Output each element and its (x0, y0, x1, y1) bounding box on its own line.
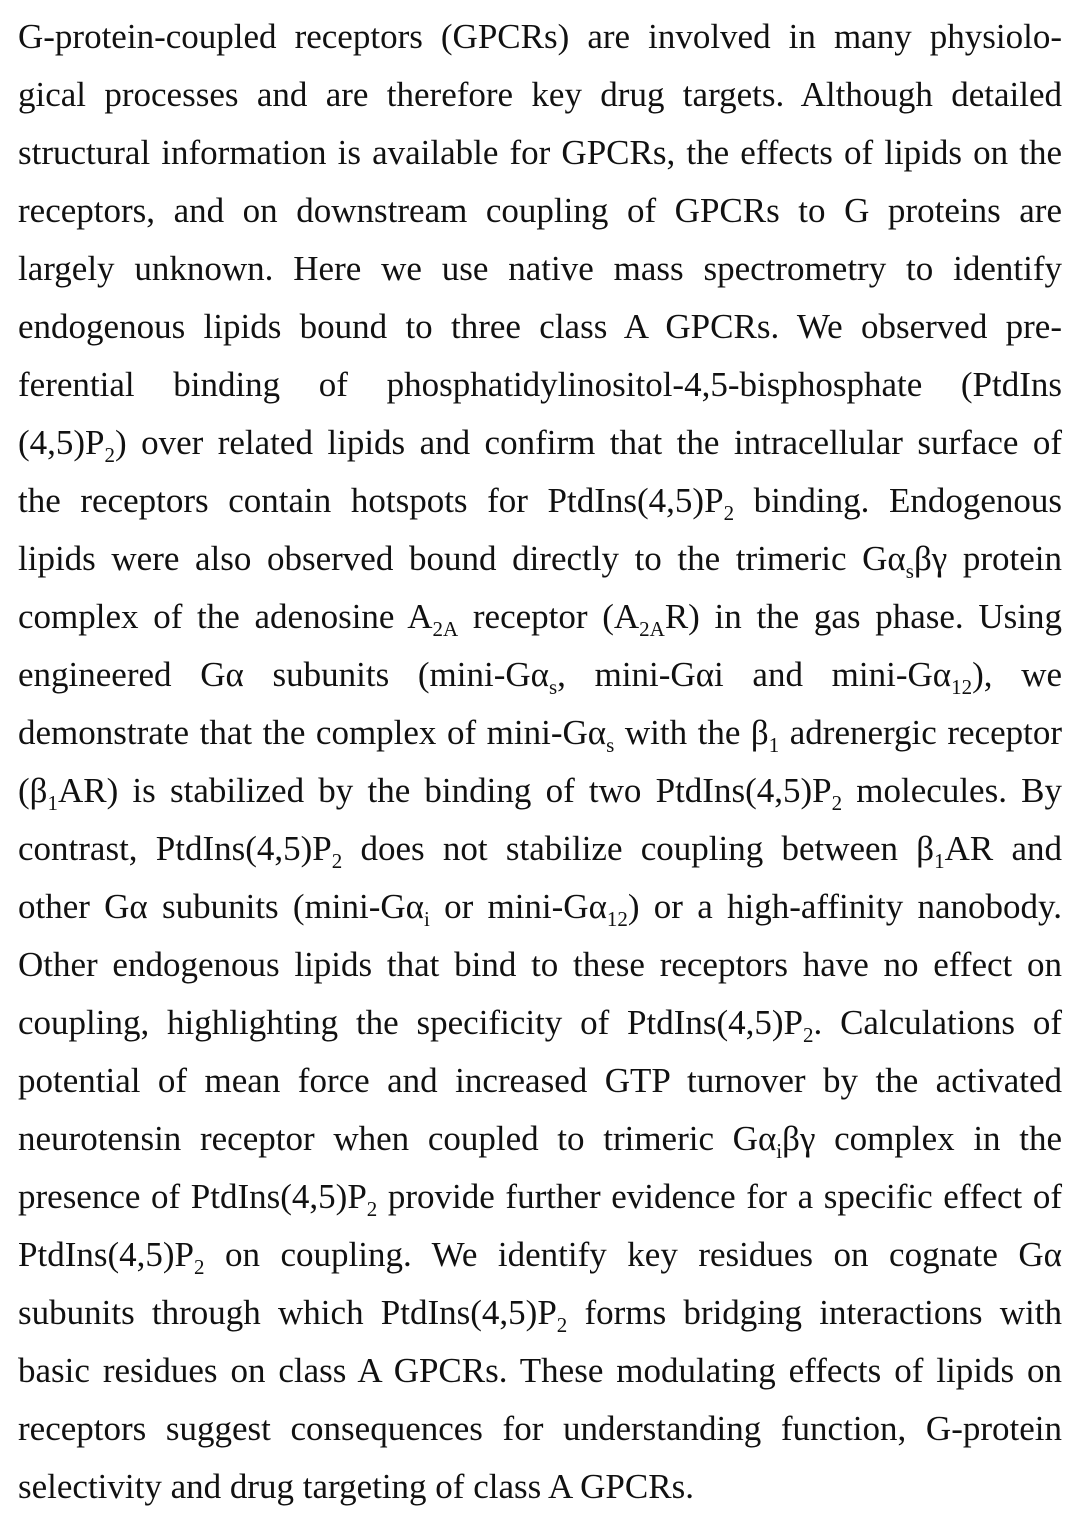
abstract-text: lipids were also observed bound directly to the trimeric Gα (18, 539, 906, 578)
abstract-line (18, 1458, 1062, 1516)
abstract-line (18, 124, 1062, 182)
subscript-text: 2 (723, 501, 735, 525)
abstract-text: R) in the gas phase. Using (664, 597, 1062, 636)
abstract-line (18, 1342, 1062, 1400)
abstract-text: receptor (A (458, 597, 640, 636)
abstract-text: PtdIns(4,5)P (18, 1235, 194, 1274)
abstract-paragraph (18, 8, 1062, 1516)
abstract-line (18, 414, 1062, 472)
subscript-text: 2 (366, 1197, 378, 1221)
abstract-text: potential of mean force and increased GTP turnover by the activated (18, 1061, 1062, 1100)
abstract-line (18, 1052, 1062, 1110)
abstract-line (18, 298, 1062, 356)
subscript-text: 2 (331, 849, 343, 873)
abstract-line (18, 820, 1062, 878)
abstract-text: complex of the adenosine A (18, 597, 433, 636)
subscript-text: 1 (47, 791, 58, 815)
abstract-text: selectivity and drug targeting of class A GPCRs. (18, 1467, 694, 1506)
abstract-text: endogenous lipids bound to three class A GPCRs. We observed pre- (18, 307, 1062, 346)
abstract-line (18, 1400, 1062, 1458)
abstract-text: βγ protein (913, 539, 1062, 578)
abstract-line (18, 994, 1062, 1052)
abstract-line (18, 472, 1062, 530)
abstract-text: , mini-Gαi and mini-Gα (557, 655, 952, 694)
abstract-text: Other endogenous lipids that bind to these receptors have no effect on (18, 945, 1062, 984)
abstract-text: subunits through which PtdIns(4,5)P (18, 1293, 557, 1332)
abstract-text: contrast, PtdIns(4,5)P (18, 829, 332, 868)
abstract-line (18, 588, 1062, 646)
abstract-text: (4,5)P (18, 423, 105, 462)
subscript-text: 12 (951, 675, 973, 699)
abstract-line (18, 936, 1062, 994)
abstract-line (18, 1284, 1062, 1342)
abstract-line (18, 1226, 1062, 1284)
abstract-line (18, 762, 1062, 820)
subscript-text: 2 (194, 1255, 205, 1279)
abstract-line (18, 878, 1062, 936)
abstract-text: ) over related lipids and confirm that the intracellular surface of (115, 423, 1062, 462)
abstract-line (18, 66, 1062, 124)
abstract-text: largely unknown. Here we use native mass spectrometry to identify (18, 249, 1062, 288)
subscript-text: 2 (104, 443, 116, 467)
abstract-line (18, 1168, 1062, 1226)
abstract-text: coupling, highlighting the specificity of PtdIns(4,5)P (18, 1003, 804, 1042)
abstract-text: or mini-Gα (429, 887, 607, 926)
abstract-text: basic residues on class A GPCRs. These modulating effects of lipids on (18, 1351, 1062, 1390)
abstract-text: neurotensin receptor when coupled to trimeric Gα (18, 1119, 777, 1158)
abstract-line (18, 240, 1062, 298)
abstract-line (18, 704, 1062, 762)
subscript-text: 2 (556, 1313, 568, 1337)
subscript-text: i (424, 907, 430, 931)
abstract-text: forms bridging interactions with (567, 1293, 1062, 1332)
abstract-text: molecules. By (842, 771, 1062, 810)
abstract-text: binding. Endogenous (734, 481, 1063, 520)
abstract-text: provide further evidence for a specific effect of (377, 1177, 1062, 1216)
abstract-text: on coupling. We identify key residues on cognate Gα (204, 1235, 1062, 1274)
abstract-text: βγ complex in the (782, 1119, 1062, 1158)
subscript-text: 2A (432, 617, 459, 641)
abstract-text: adrenergic receptor (779, 713, 1062, 752)
abstract-text: . Calculations of (813, 1003, 1062, 1042)
abstract-text: receptors suggest consequences for understanding function, G-protein (18, 1409, 1062, 1448)
abstract-text: demonstrate that the complex of mini-Gα (18, 713, 607, 752)
abstract-text: presence of PtdIns(4,5)P (18, 1177, 367, 1216)
abstract-line (18, 356, 1062, 414)
abstract-text: G-protein-coupled receptors (GPCRs) are involved in many physiolo- (18, 17, 1062, 56)
abstract-line (18, 8, 1062, 66)
abstract-text: with the β (614, 713, 769, 752)
subscript-text: 2 (831, 791, 843, 815)
subscript-text: s (905, 559, 914, 583)
subscript-text: 12 (606, 907, 628, 931)
abstract-line (18, 646, 1062, 704)
abstract-text: AR and (944, 829, 1063, 868)
abstract-text: AR) is stabilized by the binding of two PtdIns(4,5)P (57, 771, 832, 810)
abstract-text: ) or a high-affinity nanobody. (627, 887, 1062, 926)
abstract-line (18, 182, 1062, 240)
abstract-text: structural information is available for GPCRs, the effects of lipids on the (18, 133, 1062, 172)
abstract-text: receptors, and on downstream coupling of GPCRs to G proteins are (18, 191, 1062, 230)
abstract-line (18, 1110, 1062, 1168)
abstract-line (18, 530, 1062, 588)
abstract-text: gical processes and are therefore key drug targets. Although detailed (18, 75, 1062, 114)
subscript-text: 1 (768, 733, 780, 757)
subscript-text: 1 (934, 849, 945, 873)
abstract-text: does not stabilize coupling between β (342, 829, 935, 868)
subscript-text: s (548, 675, 558, 699)
subscript-text: 2A (639, 617, 665, 641)
abstract-text: ferential binding of phosphatidylinositol-4,5-bisphosphate (PtdIns (18, 365, 1062, 404)
subscript-text: i (776, 1139, 783, 1163)
subscript-text: 2 (803, 1023, 814, 1047)
abstract-text: ), we (972, 655, 1063, 694)
abstract-text: engineered Gα subunits (mini-Gα (18, 655, 549, 694)
abstract-text: other Gα subunits (mini-Gα (18, 887, 425, 926)
abstract-text: (β (18, 771, 48, 810)
subscript-text: s (606, 733, 615, 757)
abstract-text: the receptors contain hotspots for PtdIns(4,5)P (18, 481, 724, 520)
